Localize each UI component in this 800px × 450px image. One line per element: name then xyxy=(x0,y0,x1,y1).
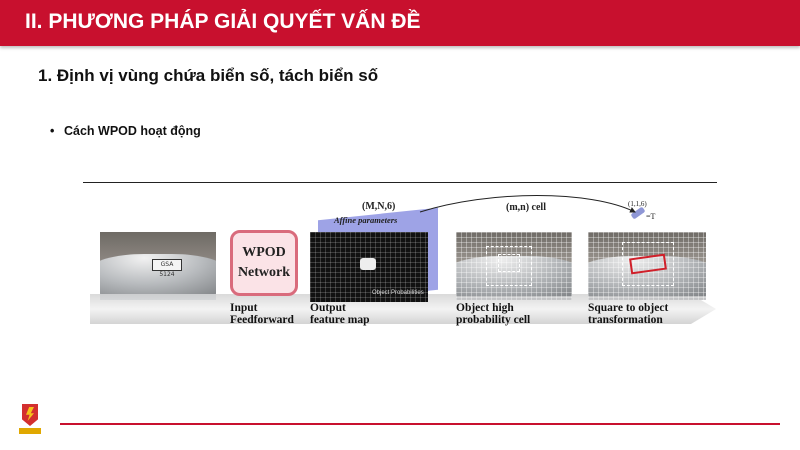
caption-output xyxy=(310,302,370,326)
slide-title: II. PHƯƠNG PHÁP GIẢI QUYẾT VẤN ĐỀ xyxy=(25,10,421,33)
caption-line: Feedforward xyxy=(230,314,294,326)
high-probability-spot xyxy=(360,258,376,270)
caption-line: Input xyxy=(230,302,258,314)
figure-top-rule xyxy=(83,182,717,183)
t-dimension-label: (1,1,6) xyxy=(628,200,647,208)
mn-cell-label: (m,n) cell xyxy=(506,202,546,213)
caption-line: probability cell xyxy=(456,314,531,326)
caption-line: feature map xyxy=(310,314,370,326)
caption-high-prob-cell xyxy=(456,302,530,326)
object-probabilities-label: Object Probabilities xyxy=(372,290,424,296)
bullet-text: Cách WPOD hoạt động xyxy=(64,124,201,138)
logo-wordmark xyxy=(19,428,41,434)
square-region xyxy=(486,246,532,286)
university-logo xyxy=(19,404,41,436)
caption-line: Object high xyxy=(456,302,514,314)
bullet-dot-icon: • xyxy=(50,124,55,138)
footer-rule xyxy=(60,423,780,425)
license-plate: GSA 5124 xyxy=(152,259,182,271)
bullet-item xyxy=(50,124,201,138)
title-bar xyxy=(0,0,800,46)
caption-line: Square to object xyxy=(588,302,669,314)
t-affine-symbol: =T xyxy=(646,212,656,221)
mn6-label: (M,N,6) xyxy=(362,201,396,212)
affine-parameters-label: Affine parameters xyxy=(334,215,398,225)
cell-arrow xyxy=(90,190,725,250)
wpod-pipeline-figure xyxy=(90,190,725,340)
wpod-label-line2: Network xyxy=(237,265,291,280)
caption-line: Output xyxy=(310,302,346,314)
caption-transformation xyxy=(588,302,668,326)
caption-input xyxy=(230,302,294,326)
wpod-label-line1: WPOD xyxy=(242,245,286,260)
caption-line: transformation xyxy=(588,314,663,326)
section-heading: 1. Định vị vùng chứa biển số, tách biển số xyxy=(38,66,379,85)
